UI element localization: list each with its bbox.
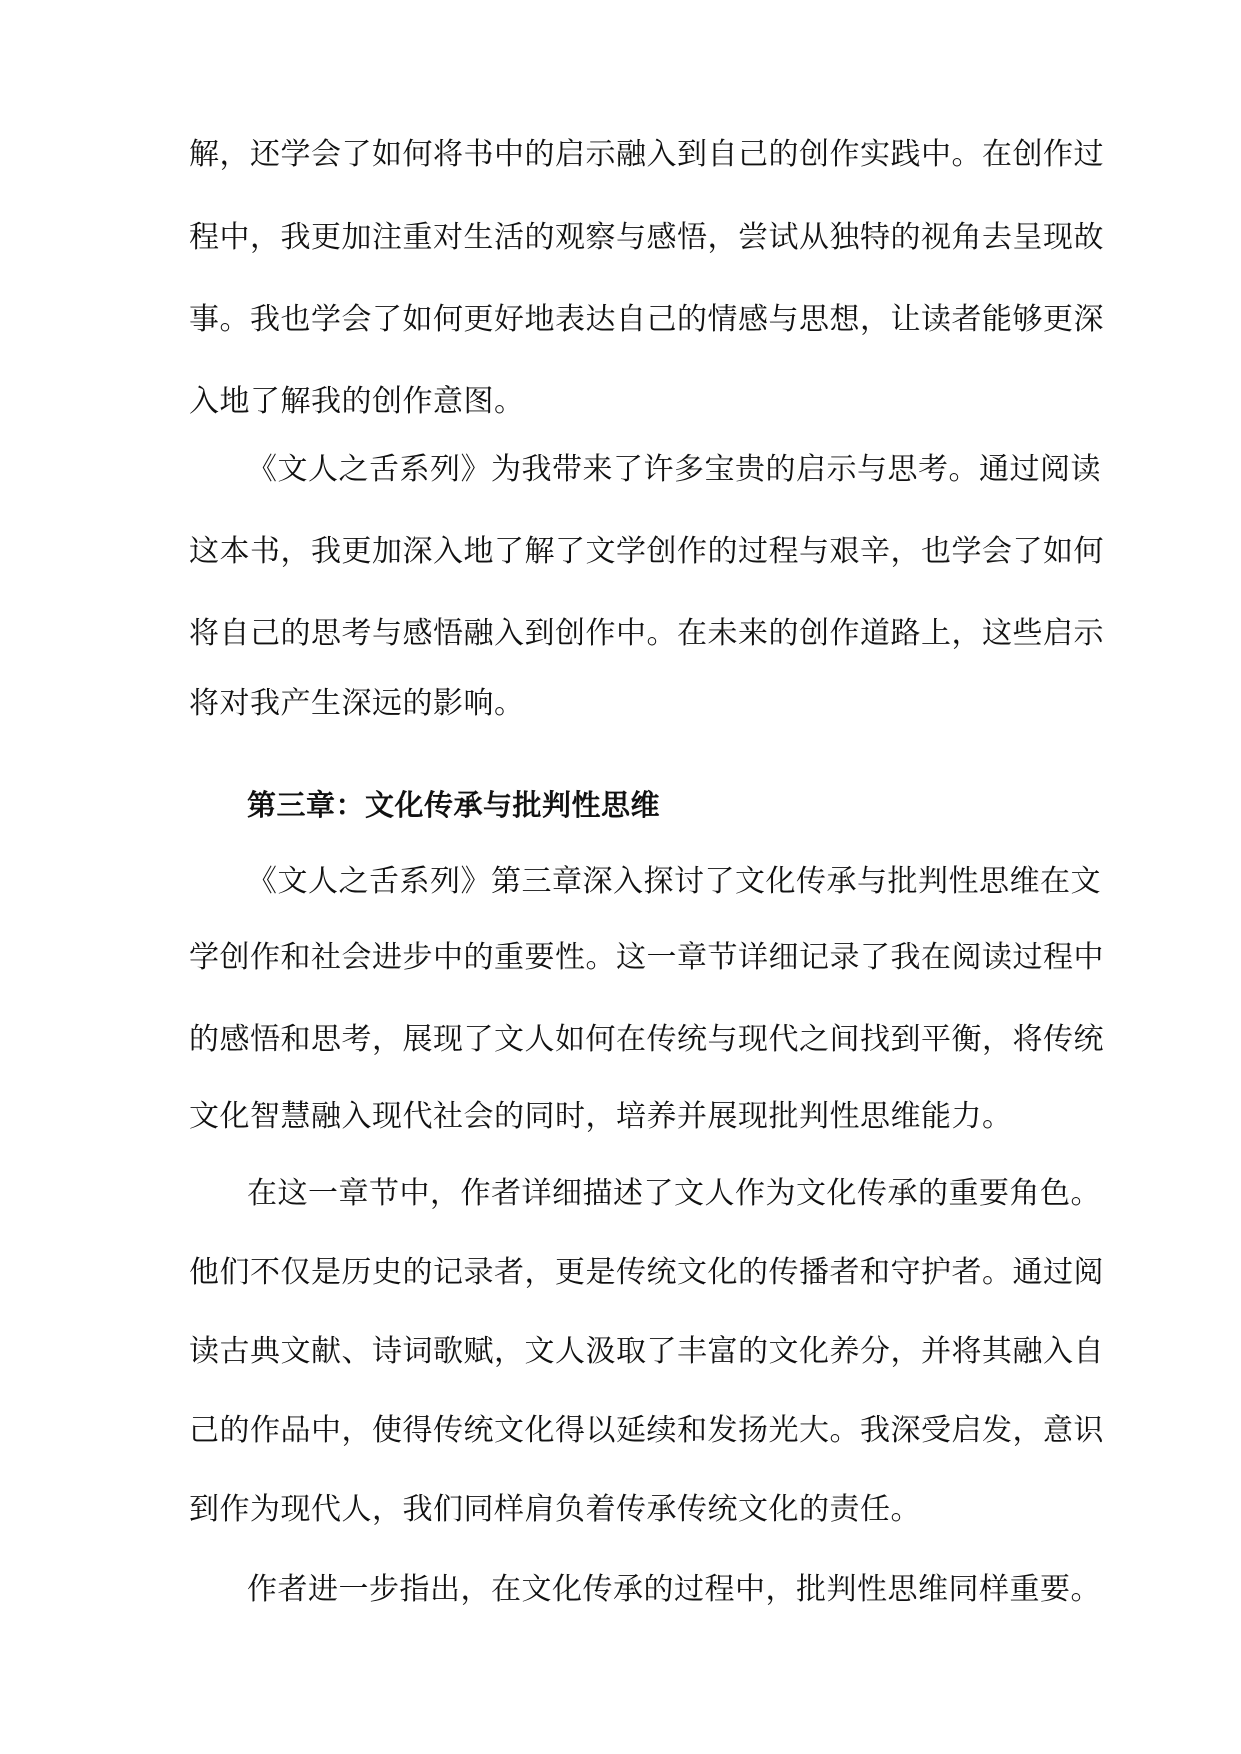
paragraph-4-line-5: 到作为现代人，我们同样肩负着传承传统文化的责任。 — [189, 1492, 921, 1527]
paragraph-2-line-2: 这本书，我更加深入地了解了文学创作的过程与艰辛，也学会了如何 — [189, 534, 1104, 569]
paragraph-2-line-1: 《文人之舌系列》为我带来了许多宝贵的启示与思考。通过阅读 — [247, 452, 1101, 487]
paragraph-1-line-1: 解，还学会了如何将书中的启示融入到自己的创作实践中。在创作过 — [189, 137, 1104, 172]
paragraph-2-line-4: 将对我产生深远的影响。 — [189, 686, 525, 721]
paragraph-1-line-3: 事。我也学会了如何更好地表达自己的情感与思想，让读者能够更深 — [189, 302, 1104, 337]
paragraph-3-line-3: 的感悟和思考，展现了文人如何在传统与现代之间找到平衡，将传统 — [189, 1022, 1104, 1057]
paragraph-3-line-1: 《文人之舌系列》第三章深入探讨了文化传承与批判性思维在文 — [247, 864, 1101, 899]
paragraph-1-line-4: 入地了解我的创作意图。 — [189, 384, 525, 419]
paragraph-4-line-1: 在这一章节中，作者详细描述了文人作为文化传承的重要角色。 — [247, 1176, 1101, 1211]
paragraph-2-line-3: 将自己的思考与感悟融入到创作中。在未来的创作道路上，这些启示 — [189, 616, 1104, 651]
paragraph-4-line-2: 他们不仅是历史的记录者，更是传统文化的传播者和守护者。通过阅 — [189, 1255, 1104, 1290]
paragraph-4-line-3: 读古典文献、诗词歌赋，文人汲取了丰富的文化养分，并将其融入自 — [189, 1334, 1104, 1369]
paragraph-4-line-4: 己的作品中，使得传统文化得以延续和发扬光大。我深受启发，意识 — [189, 1413, 1104, 1448]
chapter-heading: 第三章：文化传承与批判性思维 — [247, 788, 661, 822]
paragraph-3-line-4: 文化智慧融入现代社会的同时，培养并展现批判性思维能力。 — [189, 1099, 1013, 1134]
paragraph-1-line-2: 程中，我更加注重对生活的观察与感悟，尝试从独特的视角去呈现故 — [189, 220, 1104, 255]
paragraph-5-line-1: 作者进一步指出，在文化传承的过程中，批判性思维同样重要。 — [247, 1572, 1101, 1607]
paragraph-3-line-2: 学创作和社会进步中的重要性。这一章节详细记录了我在阅读过程中 — [189, 940, 1104, 975]
